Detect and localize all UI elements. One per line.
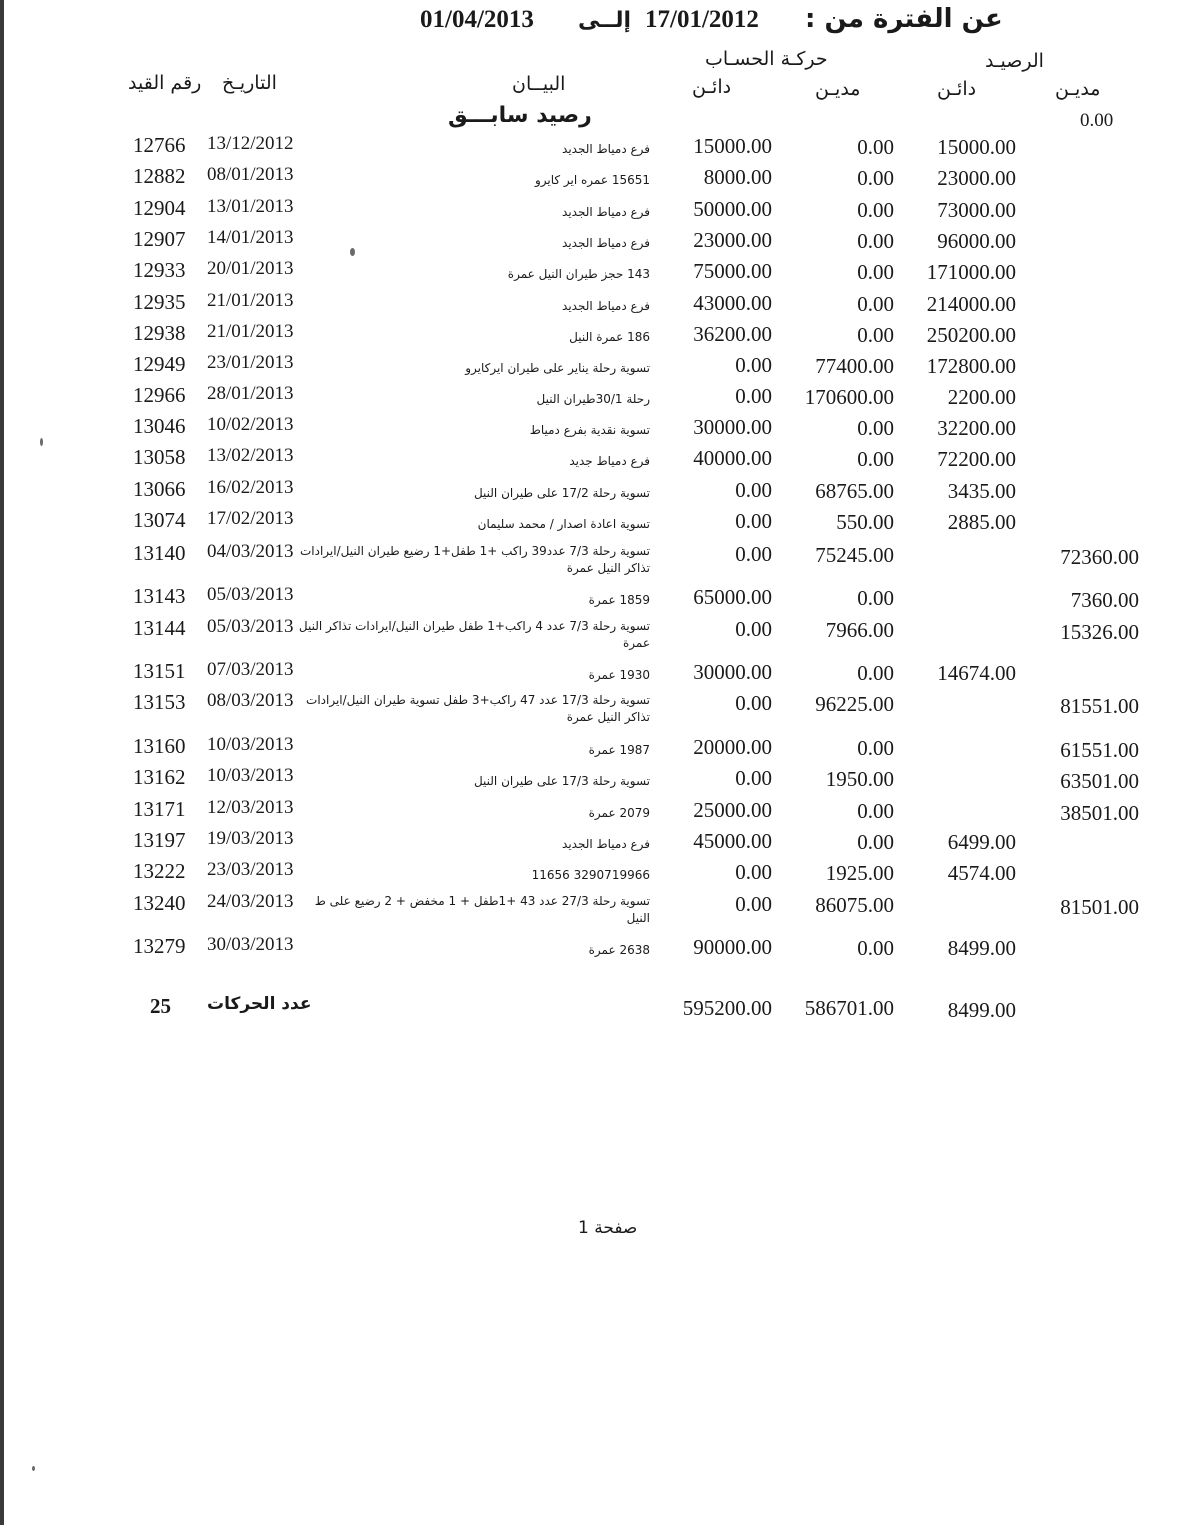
movement-credit: 0.00 xyxy=(735,766,772,790)
entry-number: 12938 xyxy=(133,321,186,345)
entry-date: 30/03/2013 xyxy=(207,934,294,955)
movement-credit: 25000.00 xyxy=(693,798,772,822)
entry-description: 1930 عمرة xyxy=(588,668,650,682)
movement-credit: 0.00 xyxy=(735,691,772,715)
movement-debit: 0.00 xyxy=(857,830,894,854)
entry-description: 3290719966 11656 xyxy=(531,868,650,882)
entry-number: 13144 xyxy=(133,616,186,640)
entry-description: رحلة 30/1طيران النيل xyxy=(536,392,650,406)
movement-credit: 0.00 xyxy=(735,509,772,533)
movement-group-header: حركـة الحسـاب xyxy=(705,48,828,70)
movement-debit: 0.00 xyxy=(857,229,894,253)
balance-debit: 61551.00 xyxy=(1060,738,1139,762)
entry-number: 13151 xyxy=(133,659,186,683)
entry-number: 13240 xyxy=(133,891,186,915)
balance-debit: 81501.00 xyxy=(1060,895,1139,919)
movement-debit: 0.00 xyxy=(857,292,894,316)
movement-credit: 40000.00 xyxy=(693,446,772,470)
balance-credit-header: دائـن xyxy=(937,78,977,100)
movement-credit: 65000.00 xyxy=(693,585,772,609)
movement-credit: 8000.00 xyxy=(703,165,772,189)
total-credit: 595200.00 xyxy=(682,996,772,1020)
movement-debit: 0.00 xyxy=(857,736,894,760)
entry-description: 1859 عمرة xyxy=(588,593,650,607)
entry-date: 08/03/2013 xyxy=(207,690,294,711)
balance-debit: 72360.00 xyxy=(1060,545,1139,569)
entry-date: 13/02/2013 xyxy=(207,445,294,466)
balance-credit: 14674.00 xyxy=(937,661,1016,685)
movement-debit: 0.00 xyxy=(857,936,894,960)
movement-debit: 0.00 xyxy=(857,447,894,471)
movement-credit: 0.00 xyxy=(735,892,772,916)
total-balance: 8499.00 xyxy=(947,998,1016,1022)
entry-date: 05/03/2013 xyxy=(207,616,294,637)
entry-description: 1987 عمرة xyxy=(588,743,650,757)
entry-description: تسوية نقدية بفرع دمياط xyxy=(529,423,650,437)
entry-date: 13/01/2013 xyxy=(207,196,294,217)
entry-number: 12949 xyxy=(133,352,186,376)
movement-debit: 170600.00 xyxy=(804,385,894,409)
entry-description: 2638 عمرة xyxy=(588,943,650,957)
balance-credit: 171000.00 xyxy=(926,260,1016,284)
entry-no-header: رقم القيد xyxy=(128,72,202,94)
movement-debit: 1925.00 xyxy=(825,861,894,885)
opening-balance-label: رصيد سابـــق xyxy=(448,103,592,128)
entry-number: 12766 xyxy=(133,133,186,157)
total-debit: 586701.00 xyxy=(804,996,894,1020)
movement-debit: 77400.00 xyxy=(815,354,894,378)
entry-date: 24/03/2013 xyxy=(207,891,294,912)
entry-number: 13171 xyxy=(133,797,186,821)
balance-credit: 214000.00 xyxy=(926,292,1016,316)
balance-credit: 15000.00 xyxy=(937,135,1016,159)
movement-debit: 0.00 xyxy=(857,586,894,610)
entry-number: 13222 xyxy=(133,859,186,883)
entry-description: تسوية رحلة 17/3 على طيران النيل xyxy=(473,774,650,788)
entry-date: 19/03/2013 xyxy=(207,828,294,849)
movement-credit: 50000.00 xyxy=(693,197,772,221)
entry-date: 16/02/2013 xyxy=(207,477,294,498)
movement-credit: 0.00 xyxy=(735,384,772,408)
movement-debit: 75245.00 xyxy=(815,543,894,567)
entry-date: 10/03/2013 xyxy=(207,734,294,755)
balance-debit-header: مديـن xyxy=(1055,78,1101,100)
entry-description: فرع دمياط الجديد xyxy=(562,299,650,313)
entry-number: 12904 xyxy=(133,196,186,220)
entry-number: 13046 xyxy=(133,414,186,438)
balance-debit: 81551.00 xyxy=(1060,694,1139,718)
entry-description: تسوية اعادة اصدار / محمد سليمان xyxy=(477,517,650,531)
movement-credit-header: دائـن xyxy=(692,76,732,98)
entry-description: 2079 عمرة xyxy=(588,806,650,820)
entry-date: 21/01/2013 xyxy=(207,290,294,311)
movement-credit: 23000.00 xyxy=(693,228,772,252)
date-header: التاريـخ xyxy=(222,72,277,94)
entry-date: 28/01/2013 xyxy=(207,383,294,404)
balance-credit: 96000.00 xyxy=(937,229,1016,253)
entry-date: 23/01/2013 xyxy=(207,352,294,373)
balance-credit: 8499.00 xyxy=(947,936,1016,960)
entry-description: تسوية رحلة 27/3 عدد 43 +1طفل + 1 مخفض + 2 رضيع على ط النيل xyxy=(314,894,650,925)
movement-debit: 0.00 xyxy=(857,166,894,190)
balance-credit: 2885.00 xyxy=(947,510,1016,534)
entry-number: 13074 xyxy=(133,508,186,532)
opening-balance-value: 0.00 xyxy=(1080,110,1114,131)
movement-credit: 20000.00 xyxy=(693,735,772,759)
entry-number: 13160 xyxy=(133,734,186,758)
scan-speck xyxy=(350,248,355,256)
balance-credit: 2200.00 xyxy=(947,385,1016,409)
movement-credit: 30000.00 xyxy=(693,415,772,439)
movement-debit: 0.00 xyxy=(857,416,894,440)
movement-count: 25 xyxy=(150,994,171,1018)
balance-credit: 32200.00 xyxy=(937,416,1016,440)
to-date: 01/04/2013 xyxy=(420,6,534,33)
balance-credit: 6499.00 xyxy=(947,830,1016,854)
entry-description: فرع دمياط الجديد xyxy=(562,142,650,156)
entry-description: تسوية رحلة 17/3 عدد 47 راكب+3 طفل تسوية طيران النيل/ايرادات تذاكر النيل عمرة xyxy=(306,693,650,724)
entry-date: 10/02/2013 xyxy=(207,414,294,435)
entry-date: 14/01/2013 xyxy=(207,227,294,248)
movement-debit: 0.00 xyxy=(857,198,894,222)
movement-credit: 0.00 xyxy=(735,860,772,884)
movement-debit: 0.00 xyxy=(857,260,894,284)
entry-number: 13153 xyxy=(133,690,186,714)
balance-credit: 4574.00 xyxy=(947,861,1016,885)
balance-group-header: الرصيـد xyxy=(985,50,1044,72)
movement-credit: 15000.00 xyxy=(693,134,772,158)
balance-debit: 38501.00 xyxy=(1060,801,1139,825)
movement-credit: 30000.00 xyxy=(693,660,772,684)
movement-credit: 0.00 xyxy=(735,542,772,566)
movement-debit: 86075.00 xyxy=(815,893,894,917)
movement-debit: 0.00 xyxy=(857,135,894,159)
entry-number: 12907 xyxy=(133,227,186,251)
balance-credit: 250200.00 xyxy=(926,323,1016,347)
entry-date: 05/03/2013 xyxy=(207,584,294,605)
movement-debit: 550.00 xyxy=(836,510,894,534)
entry-date: 07/03/2013 xyxy=(207,659,294,680)
to-label: إلــى xyxy=(578,8,632,33)
entry-description: فرع دمياط الجديد xyxy=(562,837,650,851)
entry-date: 23/03/2013 xyxy=(207,859,294,880)
movement-credit: 75000.00 xyxy=(693,259,772,283)
entry-description: تسوية رحلة يناير على طيران ايركايرو xyxy=(465,361,650,375)
entry-description: تسوية رحلة 7/3 عدد39 راكب +1 طفل+1 رضيع طيران النيل/ايرادات تذاكر النيل عمرة xyxy=(300,544,650,575)
entry-description: فرع دمياط جديد xyxy=(569,454,650,468)
entry-number: 12966 xyxy=(133,383,186,407)
movement-credit: 43000.00 xyxy=(693,291,772,315)
entry-date: 21/01/2013 xyxy=(207,321,294,342)
balance-credit: 72200.00 xyxy=(937,447,1016,471)
movement-debit: 68765.00 xyxy=(815,479,894,503)
movement-credit: 45000.00 xyxy=(693,829,772,853)
entry-description: 143 حجز طيران النيل عمرة xyxy=(507,267,650,281)
entry-date: 17/02/2013 xyxy=(207,508,294,529)
entry-number: 13058 xyxy=(133,445,186,469)
entry-description: فرع دمياط الجديد xyxy=(562,205,650,219)
scan-speck xyxy=(40,438,43,446)
movement-debit: 1950.00 xyxy=(825,767,894,791)
balance-debit: 15326.00 xyxy=(1060,620,1139,644)
movement-debit: 96225.00 xyxy=(815,692,894,716)
scan-speck xyxy=(32,1466,35,1471)
balance-debit: 63501.00 xyxy=(1060,769,1139,793)
description-header: البيــان xyxy=(512,73,566,95)
entry-description: تسوية رحلة 17/2 على طيران النيل xyxy=(473,486,650,500)
movement-credit: 90000.00 xyxy=(693,935,772,959)
movement-credit: 0.00 xyxy=(735,478,772,502)
entry-date: 20/01/2013 xyxy=(207,258,294,279)
movement-credit: 36200.00 xyxy=(693,322,772,346)
entry-description: تسوية رحلة 7/3 عدد 4 راكب+1 طفل طيران النيل/ايرادات تذاكر النيل عمرة xyxy=(298,619,650,650)
entry-date: 04/03/2013 xyxy=(207,541,294,562)
movement-debit: 0.00 xyxy=(857,799,894,823)
entry-date: 13/12/2012 xyxy=(207,133,294,154)
entry-description: 186 عمرة النيل xyxy=(569,330,650,344)
balance-credit: 73000.00 xyxy=(937,198,1016,222)
movement-credit: 0.00 xyxy=(735,353,772,377)
movement-credit: 0.00 xyxy=(735,617,772,641)
entry-date: 12/03/2013 xyxy=(207,797,294,818)
entry-description: فرع دمياط الجديد xyxy=(562,236,650,250)
entry-date: 10/03/2013 xyxy=(207,765,294,786)
movement-debit: 0.00 xyxy=(857,661,894,685)
movement-debit-header: مديـن xyxy=(815,78,861,100)
entry-description: 15651 عمره اير كايرو xyxy=(534,173,650,187)
page-number: صفحة 1 xyxy=(578,1218,638,1238)
entry-number: 13279 xyxy=(133,934,186,958)
movement-count-label: عدد الحركات xyxy=(207,994,312,1014)
page-left-edge xyxy=(0,0,4,1525)
entry-number: 12882 xyxy=(133,164,186,188)
balance-debit: 7360.00 xyxy=(1070,588,1139,612)
balance-credit: 3435.00 xyxy=(947,479,1016,503)
entry-date: 08/01/2013 xyxy=(207,164,294,185)
entry-number: 13162 xyxy=(133,765,186,789)
entry-number: 12933 xyxy=(133,258,186,282)
entry-number: 13197 xyxy=(133,828,186,852)
balance-credit: 23000.00 xyxy=(937,166,1016,190)
entry-number: 13143 xyxy=(133,584,186,608)
balance-credit: 172800.00 xyxy=(926,354,1016,378)
period-label: عن الفترة من : xyxy=(805,4,1003,34)
movement-debit: 7966.00 xyxy=(825,618,894,642)
movement-debit: 0.00 xyxy=(857,323,894,347)
entry-number: 13066 xyxy=(133,477,186,501)
from-date: 17/01/2012 xyxy=(645,6,759,33)
entry-number: 13140 xyxy=(133,541,186,565)
entry-number: 12935 xyxy=(133,290,186,314)
